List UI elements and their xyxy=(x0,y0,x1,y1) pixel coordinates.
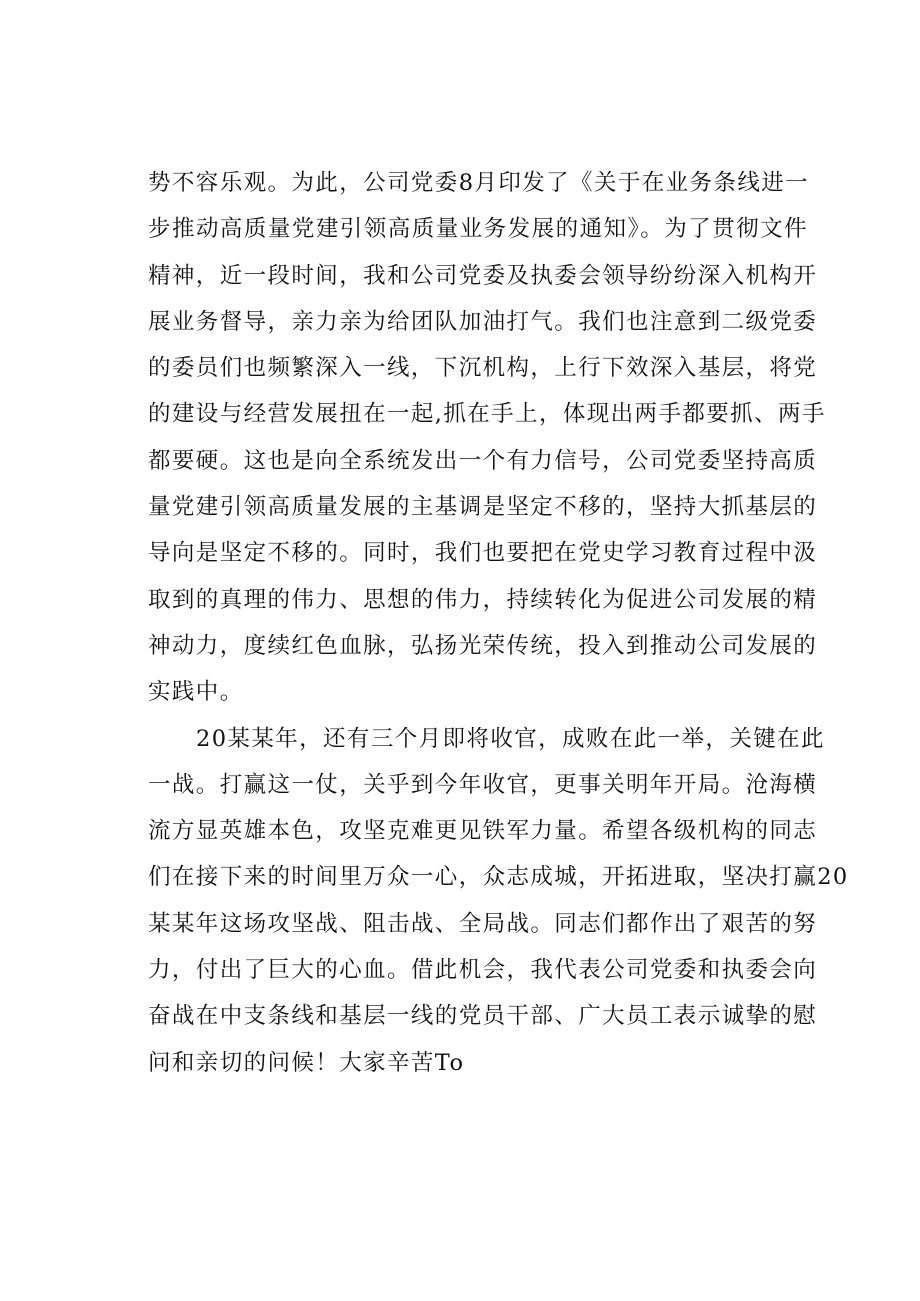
text-line: 步推动高质量党建引领高质量业务发展的通知》。为了贯彻文件 xyxy=(148,216,808,243)
text-line: 取到的真理的伟力、思想的伟力，持续转化为促进公司发展的精 xyxy=(148,586,818,613)
paragraph-1 xyxy=(148,160,826,716)
text-line: 的委员们也频繁深入一线，下沉机构，上行下效深入基层，将党 xyxy=(148,355,818,382)
text-line: 奋战在中支条线和基层一线的党员干部、广大员工表示诚挚的慰 xyxy=(148,1003,818,1030)
text-line: 势不容乐观。为此，公司党委8月印发了《关于在业务条线进一 xyxy=(148,170,810,196)
text-line: 们在接下来的时间里万众一心，众志成城，开拓进取，坚决打赢20 xyxy=(148,864,849,891)
text-line: 精神，近一段时间，我和公司党委及执委会领导纷纷深入机构开 xyxy=(148,262,818,289)
document-body xyxy=(148,160,849,1086)
paragraph-2 xyxy=(148,716,849,1086)
text-line: 量党建引领高质量发展的主基调是坚定不移的，坚持大抓基层的 xyxy=(148,494,818,521)
text-line: 的建设与经营发展扭在一起,抓在手上，体现出两手都要抓、两手 xyxy=(148,401,826,428)
text-line: 问和亲切的问候！大家辛苦To xyxy=(148,1049,465,1076)
text-line: 力，付出了巨大的心血。借此机会，我代表公司党委和执委会向 xyxy=(148,957,818,984)
text-line: 导向是坚定不移的。同时，我们也要把在党史学习教育过程中汲 xyxy=(148,540,818,567)
text-line: 都要硬。这也是向全系统发出一个有力信号，公司党委坚持高质 xyxy=(148,447,818,474)
text-line: 20某某年，还有三个月即将收官，成败在此一举，关键在此 xyxy=(196,725,825,752)
text-line: 流方显英雄本色，攻坚克难更见铁军力量。希望各级机构的同志 xyxy=(148,818,818,845)
text-line: 实践中。 xyxy=(148,679,244,706)
text-line: 一战。打赢这一仗，关乎到今年收官，更事关明年开局。沧海横 xyxy=(148,771,818,798)
text-line: 神动力，度续红色血脉，弘扬光荣传统，投入到推动公司发展的 xyxy=(148,632,818,659)
text-line: 某某年这场攻坚战、阻击战、全局战。同志们都作出了艰苦的努 xyxy=(148,910,818,937)
text-line: 展业务督导，亲力亲为给团队加油打气。我们也注意到二级党委 xyxy=(148,308,818,335)
